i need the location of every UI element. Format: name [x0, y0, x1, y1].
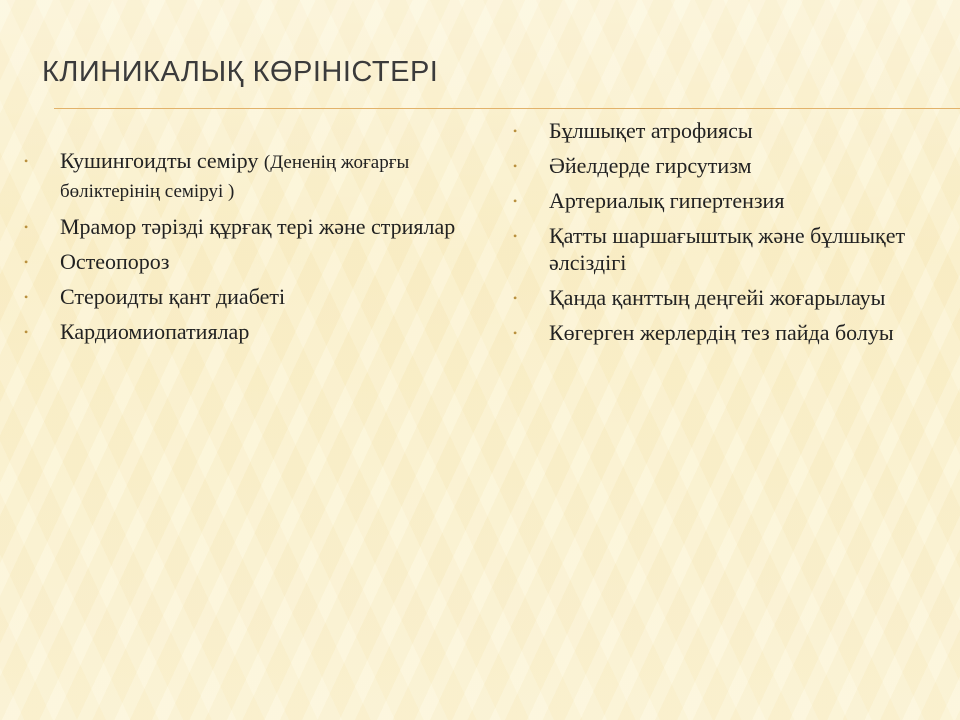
list-item-text: Стероидты қант диабеті — [60, 284, 286, 309]
bullet-icon: • — [24, 290, 29, 304]
bullet-icon: • — [24, 220, 29, 234]
list-item-text: Кардиомиопатиялар — [60, 319, 250, 344]
bullet-icon: • — [24, 325, 29, 339]
list-item-text: Артериалық гипертензия — [549, 188, 785, 213]
list-item-text: Остеопороз — [60, 249, 170, 274]
bullet-icon: • — [513, 159, 518, 173]
bullet-icon: • — [513, 194, 518, 208]
list-item-text: Қатты шаршағыштық және бұлшықет әлсіздігі — [549, 223, 906, 275]
list-item-text: Әйелдерде гирсутизм — [549, 153, 752, 178]
bullet-icon: • — [24, 154, 29, 168]
bullet-icon: • — [513, 291, 518, 305]
list-item — [513, 319, 960, 346]
slide-title: КЛИНИКАЛЫҚ КӨРІНІСТЕРІ — [42, 56, 439, 88]
list-item — [24, 248, 500, 275]
bullet-icon: • — [513, 124, 518, 138]
list-item — [24, 283, 500, 310]
list-item — [513, 222, 960, 276]
left-bullet-list — [24, 147, 500, 353]
list-item-note: (Дененің жоғарғы бөліктерінің семіруі ) — [60, 152, 410, 202]
list-item — [513, 187, 960, 214]
bullet-icon: • — [513, 326, 518, 340]
bullet-icon: • — [24, 255, 29, 269]
list-item — [24, 213, 500, 240]
list-item-text: Қанда қанттың деңгейі жоғарылауы — [549, 285, 886, 310]
list-item-text: Кушингоидты семіру — [60, 148, 264, 173]
list-item — [24, 318, 500, 345]
list-item — [513, 117, 960, 144]
bullet-icon: • — [513, 229, 518, 243]
title-underline — [54, 108, 960, 109]
list-item-text: Бұлшықет атрофиясы — [549, 118, 753, 143]
list-item-text: Көгерген жерлердің тез пайда болуы — [549, 320, 894, 345]
list-item — [513, 284, 960, 311]
list-item-text: Мрамор тәрізді құрғақ тері және стриялар — [60, 214, 456, 239]
list-item — [24, 147, 500, 205]
list-item — [513, 152, 960, 179]
right-bullet-list — [513, 117, 960, 354]
